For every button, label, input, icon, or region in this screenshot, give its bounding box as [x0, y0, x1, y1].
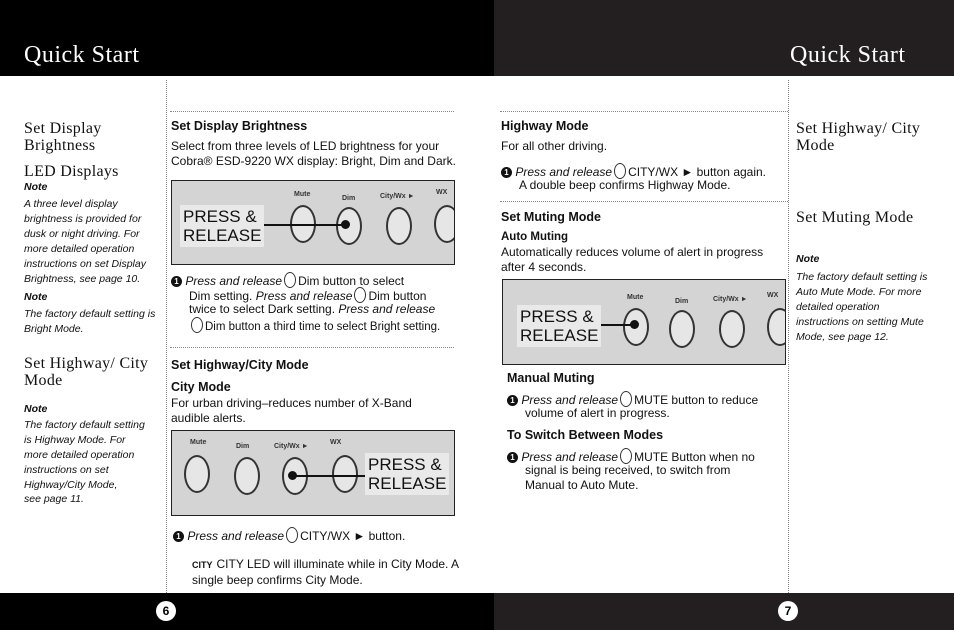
rule-col1-mid: [170, 347, 454, 348]
switch-step-line2: signal is being received, to switch from: [525, 463, 731, 477]
panel-label-wx: WX: [330, 439, 342, 446]
panel-label-dim: Dim: [236, 443, 250, 450]
press-release-callout: PRESS & RELEASE: [517, 305, 601, 347]
press-release-callout: PRESS & RELEASE: [365, 453, 449, 495]
page-title-right: Quick Start: [790, 42, 906, 68]
city-step: 1 Press and release CITY/WX ► button.: [173, 527, 463, 544]
callout-dot: [288, 471, 297, 480]
column-divider-right: [788, 80, 789, 593]
note-text: The factory default setting is Highway Mode. For more detailed operation instructions on set Highway/City Mode,: [24, 419, 145, 491]
sidebar-heading-muting-right: Set Muting Mode: [796, 209, 914, 226]
rule-col2-top: [500, 111, 788, 112]
manual-step: 1 Press and release MUTE button to reduce: [507, 391, 787, 408]
wx-button[interactable]: [434, 205, 455, 243]
city-led-text: CITY CITY LED will illuminate while in City Mode. A single beep confirms City Mode.: [192, 557, 459, 587]
panel-label-mute: Mute: [190, 439, 207, 446]
step-bullet: 1: [171, 276, 182, 287]
city-button-icon: [614, 163, 626, 179]
mute-button[interactable]: [184, 455, 210, 493]
panel-label-dim: Dim: [342, 195, 356, 202]
city-led-icon: CITY: [192, 560, 213, 570]
note-label: Note: [796, 253, 820, 265]
dim-button-icon: [354, 287, 366, 303]
control-panel-mute: [502, 279, 786, 365]
brightness-step-line4: Dim button a third time to select Bright setting.: [189, 317, 474, 335]
sidebar-heading-highway: Set Highway/ City Mode: [24, 355, 149, 389]
highway-step-line2: A double beep confirms Highway Mode.: [519, 178, 731, 192]
city-body: For urban driving–reduces number of X-Band audible alerts.: [171, 396, 412, 425]
callout-leader: [292, 475, 366, 477]
rule-col2-mid: [500, 201, 788, 202]
column-divider-left: [166, 80, 167, 593]
highway-step: 1 Press and release CITY/WX ► button again.: [501, 163, 786, 180]
panel-label-city: City/Wx ►: [713, 296, 748, 303]
footer-left: [0, 593, 494, 630]
sidebar-heading-highway-right: Set Highway/ City Mode: [796, 120, 921, 154]
page-title-left: Quick Start: [24, 42, 140, 68]
subsection-title-manual: Manual Muting: [507, 371, 595, 385]
section-title-highway: Highway Mode: [501, 119, 589, 133]
panel-label-city: City/Wx ►: [380, 193, 415, 200]
section-title-highway-city: Set Highway/City Mode: [171, 358, 309, 372]
rule-col1-top: [170, 111, 454, 112]
wx-button[interactable]: [767, 308, 786, 346]
manual-step-line2: volume of alert in progress.: [525, 406, 670, 420]
panel-label-city: City/Wx ►: [274, 443, 309, 450]
subsection-title-switch: To Switch Between Modes: [507, 428, 664, 442]
step-bullet: 1: [173, 531, 184, 542]
brightness-step-line3: twice to select Dark setting. Press and release: [189, 302, 436, 316]
subsection-title-auto: Auto Muting: [501, 231, 569, 243]
highway-body: For all other driving.: [501, 139, 608, 153]
brightness-body: Select from three levels of LED brightness for your Cobra® ESD-9220 WX display: Bright, Dim and Dark.: [171, 139, 456, 168]
switch-step: 1 Press and release MUTE Button when no: [507, 448, 787, 465]
switch-step-line3: Manual to Auto Mute.: [525, 478, 639, 492]
note-label: Note: [24, 181, 48, 193]
brightness-step: 1 Press and release Dim button to select: [171, 272, 463, 289]
panel-label-wx: WX: [767, 292, 779, 299]
note-text: The factory default setting is Auto Mute Mode. For more detailed operation instructions on setting Mute Mode, see page 12.: [796, 271, 928, 343]
mute-button-icon: [620, 391, 632, 407]
auto-body: Automatically reduces volume of alert in progress after 4 seconds.: [501, 245, 764, 274]
brightness-step-line2: Dim setting. Press and release Dim button: [189, 289, 427, 303]
control-panel-city: [171, 430, 455, 516]
panel-label-mute: Mute: [294, 191, 311, 198]
footer-right: [494, 593, 954, 630]
section-title-brightness: Set Display Brightness: [171, 119, 308, 133]
wx-button[interactable]: [332, 455, 358, 493]
note-label: Note: [24, 291, 48, 303]
page-number-right: 7: [778, 601, 798, 621]
city-wx-button[interactable]: [719, 310, 745, 348]
callout-dot: [341, 220, 350, 229]
panel-label-wx: WX: [436, 189, 448, 196]
callout-dot: [630, 320, 639, 329]
control-panel-dim: [171, 180, 455, 265]
mute-button-icon: [620, 448, 632, 464]
note-text: A three level display brightness is provided for dusk or night driving. For more detailed operation instructions on set Display Brightness, see page 10.: [24, 198, 146, 285]
section-title-muting: Set Muting Mode: [501, 210, 601, 224]
dim-button[interactable]: [234, 457, 260, 495]
panel-label-dim: Dim: [675, 298, 689, 305]
dim-button-icon: [284, 272, 296, 288]
step-bullet: 1: [507, 452, 518, 463]
step-bullet: 1: [501, 167, 512, 178]
dim-button[interactable]: [669, 310, 695, 348]
note-text: The factory default setting is Bright Mode.: [24, 308, 156, 335]
press-release-callout: PRESS & RELEASE: [180, 205, 264, 247]
city-button-icon: [286, 527, 298, 543]
panel-label-mute: Mute: [627, 294, 644, 301]
note-label: Note: [24, 403, 48, 415]
sidebar-heading-brightness: Set Display Brightness: [24, 120, 102, 154]
subsection-title-city: City Mode: [171, 380, 231, 394]
sidebar-heading-led: LED Displays: [24, 163, 119, 180]
note-text-tail: see page 11.: [24, 493, 84, 505]
page-number-left: 6: [156, 601, 176, 621]
step-bullet: 1: [507, 395, 518, 406]
dim-button-icon: [191, 317, 203, 333]
city-wx-button[interactable]: [386, 207, 412, 245]
